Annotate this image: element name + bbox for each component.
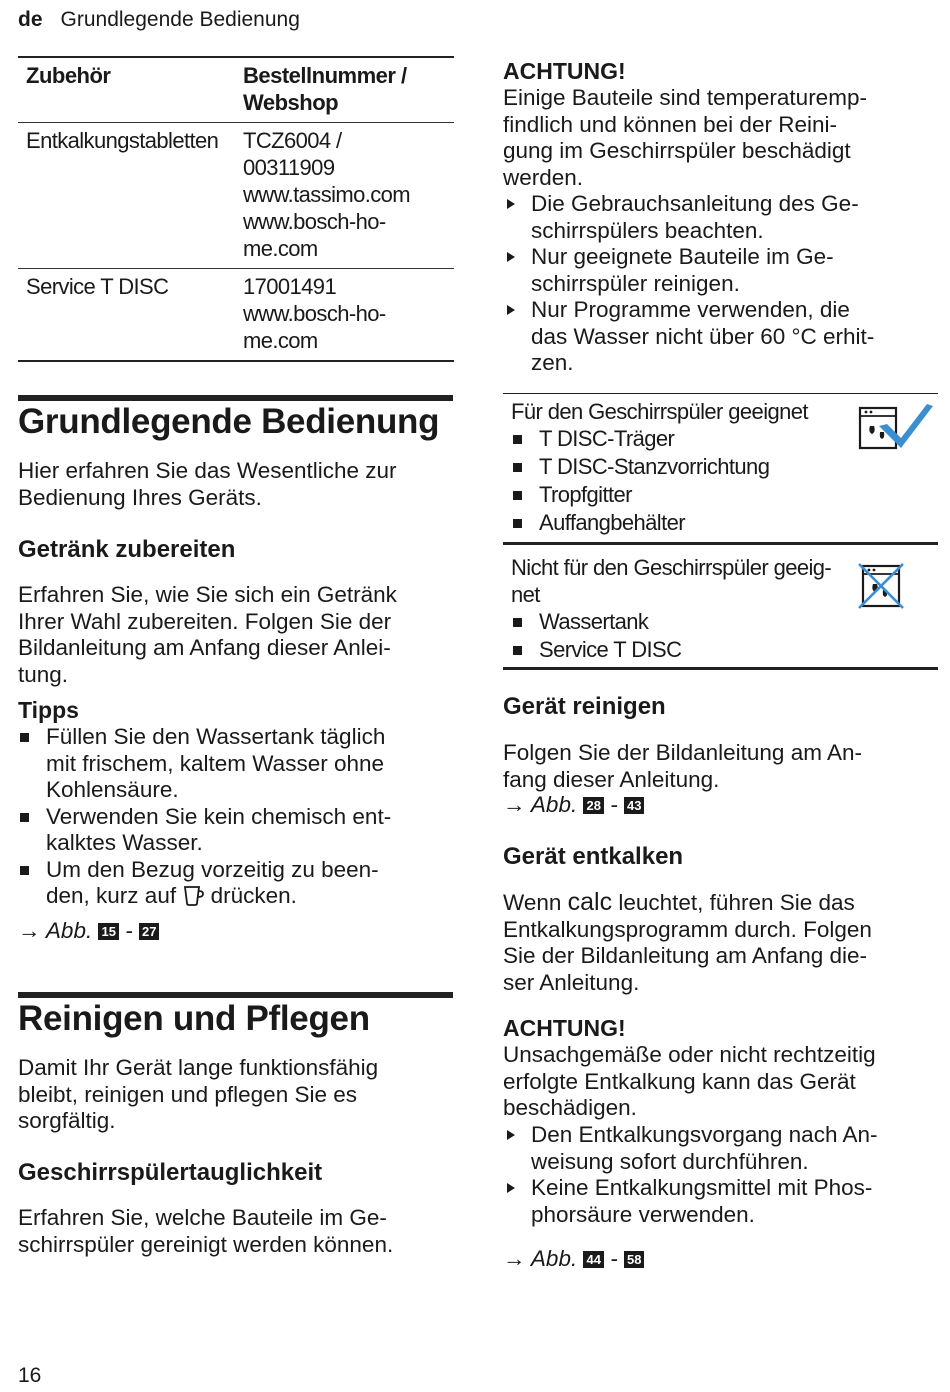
text-line: Entkalkungsprogramm durch. Folgen <box>503 916 872 942</box>
figure-number-badge: 44 <box>583 1251 603 1268</box>
item-label: T DISC-Träger <box>539 426 675 451</box>
text-line: Nicht für den Geschirrspüler geeig- <box>511 555 832 580</box>
accessory-name: Entkalkungstabletten <box>26 128 219 153</box>
section-rule <box>18 395 453 401</box>
warning-title: ACHTUNG! <box>503 1015 626 1041</box>
text-line: mit frischem, kaltem Wasser ohne <box>46 750 385 776</box>
box-rule <box>503 667 938 670</box>
column-header-accessory: Zubehör <box>26 63 111 88</box>
text-line: Ihrer Wahl zubereiten. Folgen Sie der <box>18 608 392 634</box>
webshop-link[interactable]: www.tassimo.com <box>243 182 411 207</box>
calc-indicator: calc <box>567 888 613 916</box>
webshop-link[interactable]: me.com <box>243 328 318 353</box>
list-item <box>503 1175 943 1228</box>
warning-instructions <box>503 1122 943 1228</box>
accessory-name: Service T DISC <box>26 274 169 299</box>
figure-label: Abb. <box>530 1246 578 1271</box>
text-line: beschädigen. <box>503 1095 637 1120</box>
text-line: fang dieser Anleitung. <box>503 766 720 792</box>
list-item <box>503 636 938 664</box>
warning-title: ACHTUNG! <box>503 58 626 84</box>
item-label: Service T DISC <box>539 637 682 662</box>
text-fragment: Wenn <box>503 890 562 915</box>
list-item <box>503 191 943 244</box>
table-header-row <box>18 58 454 123</box>
text-line: Hier erfahren Sie das Wesentliche zur <box>18 458 397 483</box>
list-item <box>503 297 943 377</box>
item-label: Auffangbehälter <box>539 510 685 535</box>
list-item <box>503 453 938 481</box>
section-title-clean: Reinigen und Pflegen <box>18 999 370 1038</box>
text-line: werden. <box>503 164 584 190</box>
tips-list <box>18 724 458 914</box>
arrow-icon: → <box>18 918 41 943</box>
figure-number-badge: 43 <box>624 797 644 814</box>
table-row <box>18 269 454 362</box>
not-suitable-box <box>503 554 938 664</box>
drink-text <box>18 582 458 688</box>
dishwasher-not-suitable-icon <box>857 560 907 615</box>
list-item <box>18 724 458 804</box>
figure-reference <box>503 792 644 818</box>
text-line: sorgfältig. <box>18 1108 116 1133</box>
item-label: Wassertank <box>539 609 649 634</box>
text-line: Füllen Sie den Wassertank täglich <box>46 724 386 749</box>
text-line: phorsäure verwenden. <box>531 1201 755 1227</box>
text-line: erfolgte Entkalkung kann das Gerät <box>503 1068 856 1094</box>
figure-number-badge: 58 <box>624 1251 644 1268</box>
range-separator: - <box>610 792 618 817</box>
header-title: Grundlegende Bedienung <box>60 8 300 31</box>
figure-reference <box>503 1246 644 1272</box>
text-line <box>503 889 943 917</box>
section-title-basic: Grundlegende Bedienung <box>18 402 440 441</box>
descale-text <box>503 889 943 996</box>
box-rule <box>503 542 938 545</box>
list-item <box>18 857 458 914</box>
text-line: schirrspüler reinigen. <box>531 270 740 296</box>
webshop-link[interactable]: www.bosch-ho- <box>243 301 386 326</box>
list-item <box>18 804 458 857</box>
section-intro-basic <box>18 458 458 511</box>
text-line: Kohlensäure. <box>46 777 179 802</box>
tips-title: Tipps <box>18 697 79 723</box>
text-line: Die Gebrauchsanleitung des Ge- <box>531 191 859 216</box>
range-separator: - <box>610 1246 618 1271</box>
text-line: das Wasser nicht über 60 °C erhit- <box>531 323 875 349</box>
figure-number-badge: 15 <box>98 923 118 940</box>
item-label: Tropfgitter <box>539 482 632 507</box>
language-code: de <box>18 8 43 31</box>
figure-label: Abb. <box>45 918 93 943</box>
text-fragment: leuchtet, führen Sie das <box>618 890 855 915</box>
page-number: 16 <box>18 1364 42 1387</box>
text-line <box>46 883 458 914</box>
figure-number-badge: 27 <box>139 923 159 940</box>
webshop-link[interactable]: me.com <box>243 236 318 261</box>
text-line: weisung sofort durchführen. <box>531 1148 809 1174</box>
subsection-title-dishwasher: Geschirrspülertauglichkeit <box>18 1159 323 1186</box>
text-line: bleibt, reinigen und pflegen Sie es <box>18 1081 357 1107</box>
range-separator: - <box>125 918 133 943</box>
section-intro-clean <box>18 1055 458 1135</box>
text-line: Verwenden Sie kein chemisch ent- <box>46 803 392 829</box>
text-line: Unsachgemäße oder nicht rechtzeitig <box>503 1042 876 1067</box>
figure-reference <box>18 918 159 944</box>
box-rule <box>503 393 938 394</box>
text-line: Bildanleitung am Anfang dieser Anlei- <box>18 635 391 660</box>
text-line: ser Anleitung. <box>503 969 640 995</box>
text-line: Nur geeignete Bauteile im Ge- <box>531 244 834 269</box>
text-line: Erfahren Sie, welche Bauteile im Ge- <box>18 1205 387 1230</box>
suitable-title: Für den Geschirrspüler geeignet <box>511 399 808 424</box>
order-line: TCZ6004 / <box>243 128 342 153</box>
table-row <box>18 123 454 269</box>
figure-label: Abb. <box>530 792 578 817</box>
text-line: Erfahren Sie, wie Sie sich ein Getränk <box>18 582 397 607</box>
list-item <box>503 481 938 509</box>
accessories-table <box>18 56 454 362</box>
text-line: Sie der Bildanleitung am Anfang die- <box>503 943 867 968</box>
subsection-title-descale: Gerät entkalken <box>503 843 684 870</box>
warning-text <box>503 1042 943 1122</box>
list-item <box>503 244 943 297</box>
text-line: gung im Geschirrspüler beschädigt <box>503 138 851 163</box>
text-line: Den Entkalkungsvorgang nach An- <box>531 1122 878 1147</box>
page-header <box>18 8 300 32</box>
list-item <box>503 1122 943 1175</box>
warning-instructions <box>503 191 943 377</box>
text-line: Folgen Sie der Bildanleitung am An- <box>503 740 862 765</box>
text-line: kalktes Wasser. <box>46 830 203 855</box>
dishwasher-text <box>18 1205 458 1258</box>
text-line: schirrspülers beachten. <box>531 217 764 243</box>
text-line: Um den Bezug vorzeitig zu been- <box>46 856 379 882</box>
arrow-icon: → <box>503 1246 526 1271</box>
not-suitable-list <box>503 608 938 664</box>
text-line: Keine Entkalkungsmittel mit Phos- <box>531 1175 873 1200</box>
text-line: Damit Ihr Gerät lange funktionsfähig <box>18 1055 379 1080</box>
item-label: T DISC-Stanzvorrichtung <box>539 454 770 479</box>
order-info <box>243 127 453 262</box>
text-fragment: den, kurz auf <box>46 883 177 908</box>
figure-number-badge: 28 <box>583 797 603 814</box>
text-fragment: drücken. <box>210 883 297 908</box>
order-line: 17001491 <box>243 274 337 299</box>
column-header-order-number: Bestellnummer / Webshop <box>243 63 407 115</box>
list-item <box>503 509 938 537</box>
text-line: tung. <box>18 661 69 687</box>
webshop-link[interactable]: www.bosch-ho- <box>243 209 386 234</box>
arrow-icon: → <box>503 792 526 817</box>
device-clean-text <box>503 740 943 793</box>
text-line: zen. <box>531 350 574 375</box>
text-line: Bedienung Ihres Geräts. <box>18 484 262 510</box>
suitable-box <box>503 398 938 540</box>
subsection-title-device-clean: Gerät reinigen <box>503 693 666 720</box>
text-line: findlich und können bei der Reini- <box>503 111 837 137</box>
text-line: schirrspüler gereinigt werden können. <box>18 1231 394 1257</box>
order-line: 00311909 <box>243 155 335 180</box>
subsection-title-drink: Getränk zubereiten <box>18 536 236 563</box>
section-rule <box>18 992 453 998</box>
order-info <box>243 273 453 354</box>
text-line: Einige Bauteile sind temperaturemp- <box>503 85 867 110</box>
cup-icon <box>182 883 204 914</box>
dishwasher-suitable-icon <box>857 402 935 457</box>
text-line: Nur Programme verwenden, die <box>531 297 850 322</box>
text-line: net <box>511 582 540 607</box>
warning-text <box>503 85 943 191</box>
